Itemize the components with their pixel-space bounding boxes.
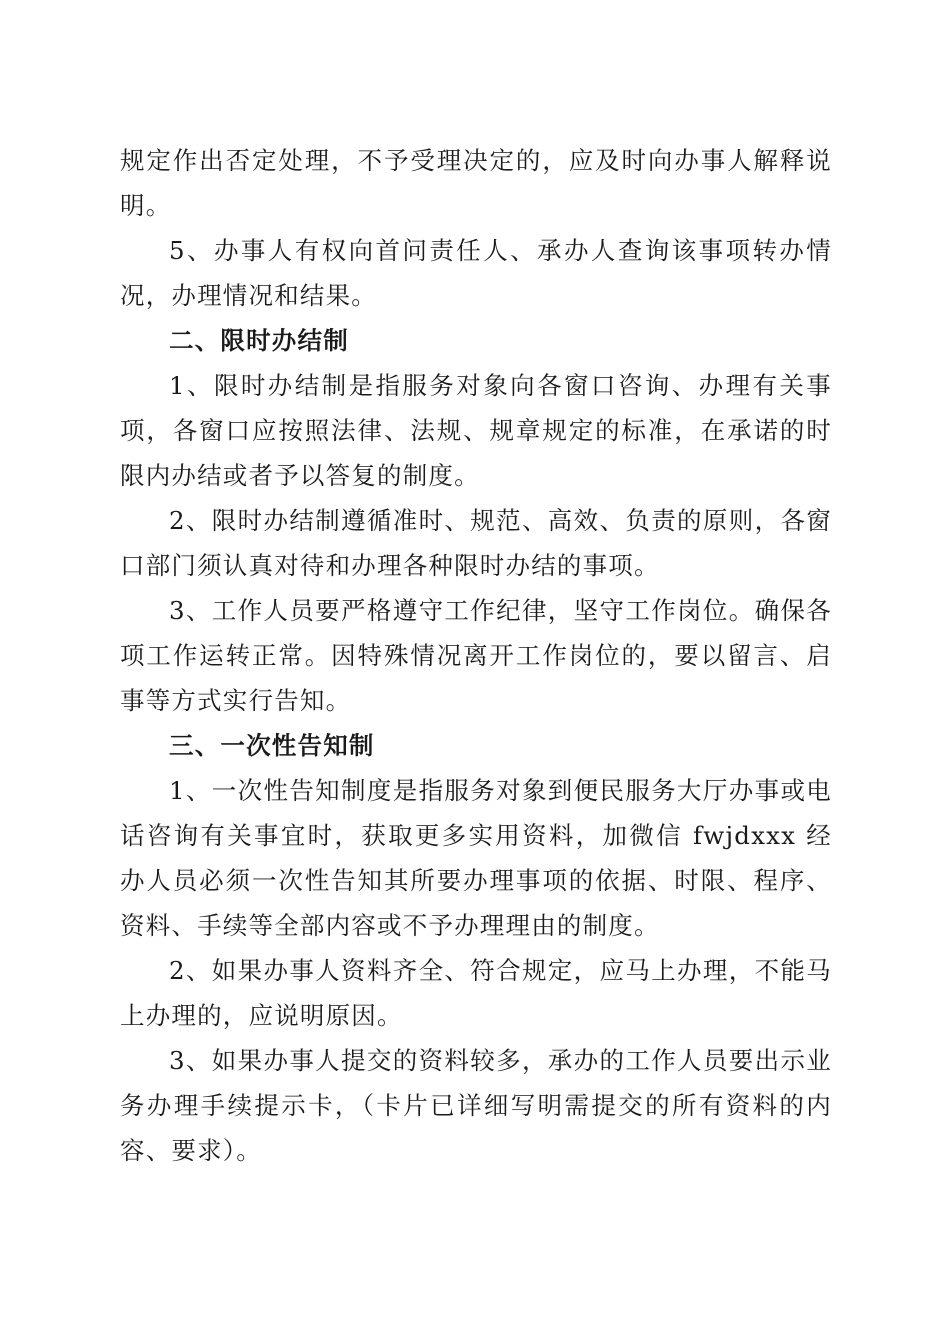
paragraph-continuation: 规定作出否定处理，不予受理决定的，应及时向办事人解释说明。 — [120, 146, 832, 220]
paragraph-section3-item-2: 2、如果办事人资料齐全、符合规定，应马上办理，不能马上办理的，应说明原因。 — [120, 956, 832, 1030]
paragraph-section2-item-3: 3、工作人员要严格遵守工作纪律，坚守工作岗位。确保各项工作运转正常。因特殊情况离开工作岗位的，要以留言、启事等方式实行告知。 — [120, 596, 832, 715]
paragraph-section3-item-3: 3、如果办事人提交的资料较多，承办的工作人员要出示业务办理手续提示卡，（卡片已详细写明需提交的所有资料的内容、要求）。 — [120, 1046, 832, 1165]
section-heading-3: 三、一次性告知制 — [169, 731, 375, 760]
paragraph-section2-item-2: 2、限时办结制遵循准时、规范、高效、负责的原则，各窗口部门须认真对待和办理各种限时办结的事项。 — [120, 506, 832, 580]
document-body — [120, 138, 832, 1173]
paragraph-item-5: 5、办事人有权向首问责任人、承办人查询该事项转办情况，办理情况和结果。 — [120, 236, 832, 310]
paragraph-section2-item-1: 1、限时办结制是指服务对象向各窗口咨询、办理有关事项，各窗口应按照法律、法规、规章规定的标准，在承诺的时限内办结或者予以答复的制度。 — [120, 371, 832, 490]
paragraph-section3-item-1: 1、一次性告知制度是指服务对象到便民服务大厅办事或电话咨询有关事宜时，获取更多实用资料，加微信 fwjdxxx 经办人员必须一次性告知其所要办理事项的依据、时限、程序、资料、手续等全部内容或不予办理理由的制度。 — [120, 776, 832, 940]
section-heading-2: 二、限时办结制 — [169, 326, 349, 355]
